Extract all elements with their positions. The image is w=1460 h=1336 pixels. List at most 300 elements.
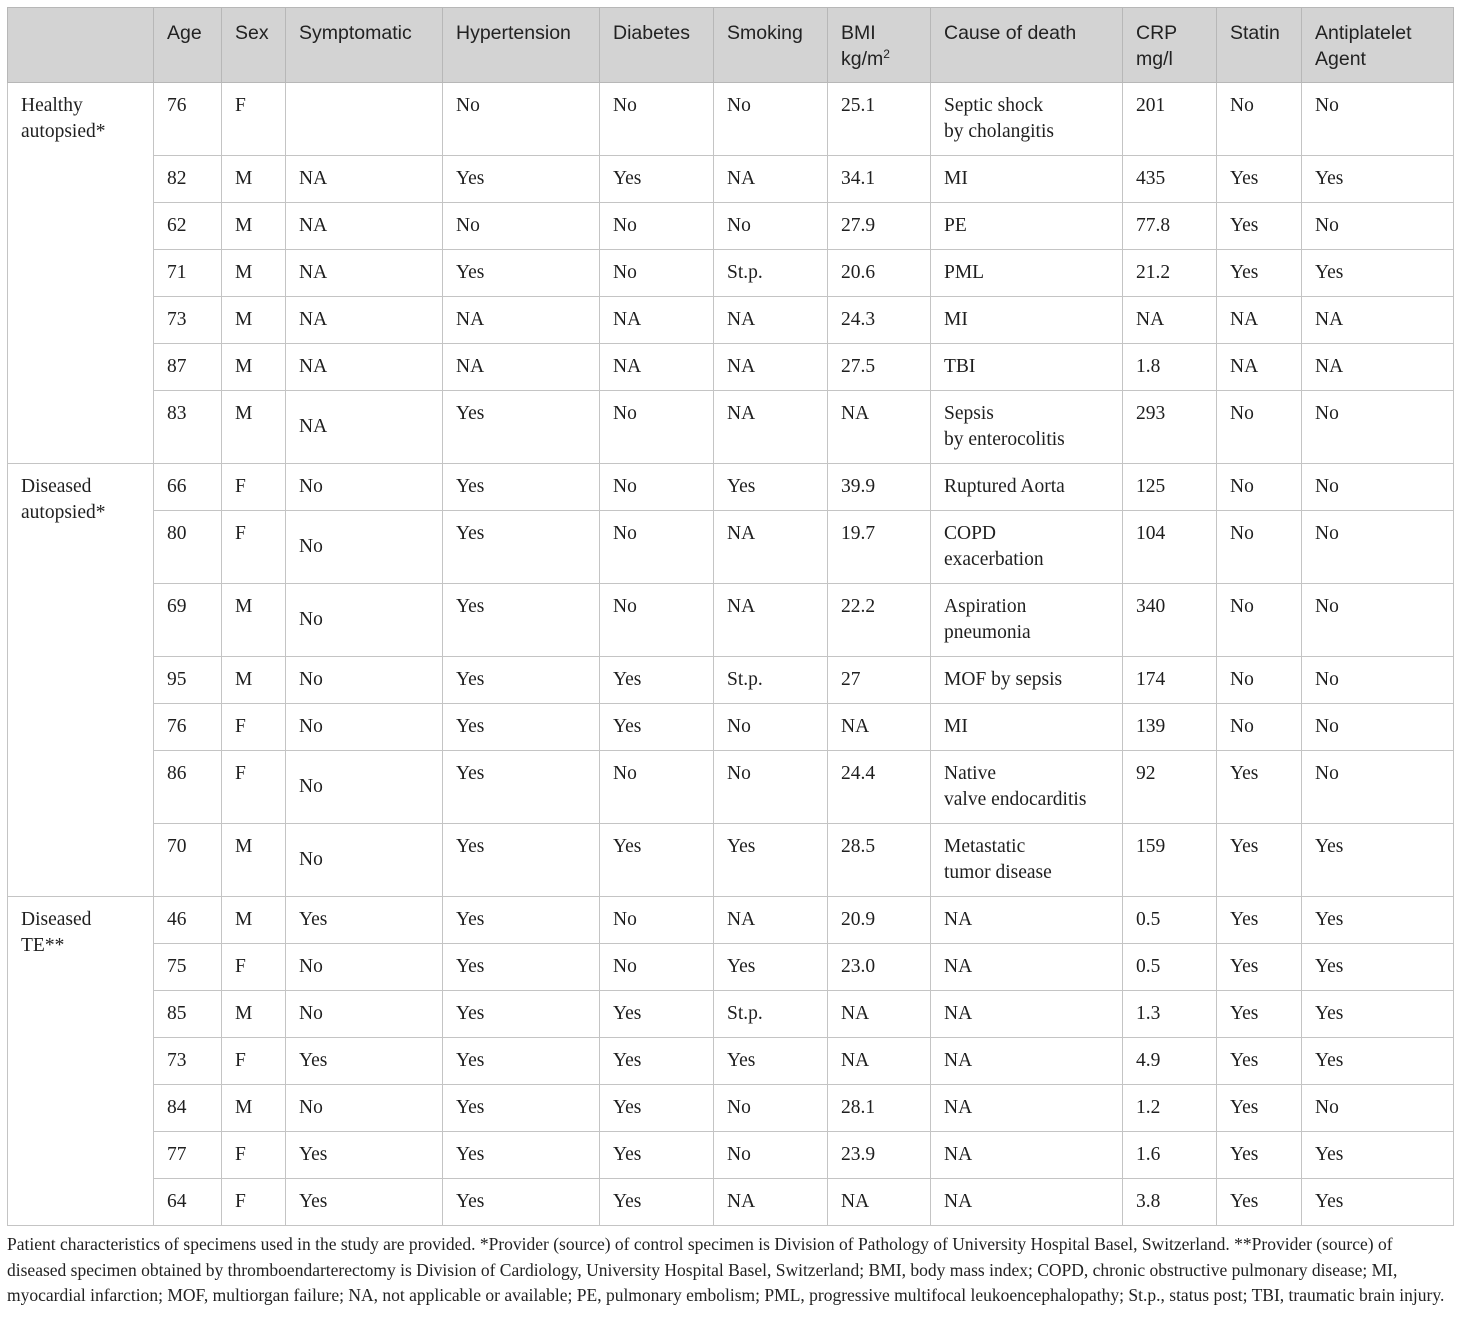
cell-smoking: NA: [714, 344, 828, 391]
cell-cause: [931, 1085, 1123, 1132]
cell-hypertension: Yes: [443, 897, 600, 944]
header-antiplatelet-line1: Antiplatelet: [1315, 22, 1412, 44]
cause-line: NA: [944, 1097, 973, 1118]
cause-line: Native: [944, 763, 996, 784]
cell-age: 77: [154, 1132, 222, 1179]
cell-crp: 3.8: [1123, 1179, 1217, 1226]
cell-symptomatic: NA: [286, 156, 443, 203]
cell-symptomatic: [286, 83, 443, 156]
header-bmi: [828, 8, 931, 83]
cell-statin: No: [1217, 511, 1302, 584]
cell-symptomatic: No: [286, 464, 443, 511]
cell-bmi: 23.0: [828, 944, 931, 991]
cell-symptomatic: NA: [286, 391, 443, 464]
cell-bmi: 27: [828, 657, 931, 704]
cell-symptomatic: No: [286, 657, 443, 704]
table-row: [8, 751, 1454, 824]
table-row: [8, 344, 1454, 391]
cell-age: 84: [154, 1085, 222, 1132]
cell-symptomatic: No: [286, 1085, 443, 1132]
cell-cause: [931, 511, 1123, 584]
cell-bmi: 20.9: [828, 897, 931, 944]
cell-antiplatelet: No: [1302, 584, 1454, 657]
cell-statin: Yes: [1217, 203, 1302, 250]
cell-crp: 1.8: [1123, 344, 1217, 391]
cell-smoking: NA: [714, 897, 828, 944]
cell-sex: M: [222, 344, 286, 391]
cause-line: PML: [944, 262, 985, 283]
table-row: [8, 704, 1454, 751]
cell-bmi: 20.6: [828, 250, 931, 297]
cause-line: Ruptured Aorta: [944, 476, 1065, 497]
cell-diabetes: No: [600, 751, 714, 824]
cell-statin: Yes: [1217, 250, 1302, 297]
cell-symptomatic: Yes: [286, 897, 443, 944]
cell-cause: [931, 991, 1123, 1038]
header-bmi-line2: kg/m: [841, 48, 884, 70]
table-row: [8, 203, 1454, 250]
cause-line: NA: [944, 956, 973, 977]
cell-diabetes: No: [600, 944, 714, 991]
cell-age: 83: [154, 391, 222, 464]
cell-age: 86: [154, 751, 222, 824]
cell-statin: Yes: [1217, 1085, 1302, 1132]
cell-smoking: No: [714, 1132, 828, 1179]
cell-antiplatelet: Yes: [1302, 1038, 1454, 1085]
cell-bmi: NA: [828, 1038, 931, 1085]
cell-sex: M: [222, 991, 286, 1038]
cell-hypertension: Yes: [443, 464, 600, 511]
cell-smoking: No: [714, 1085, 828, 1132]
cell-bmi: 23.9: [828, 1132, 931, 1179]
table-row: [8, 391, 1454, 464]
cell-smoking: Yes: [714, 1038, 828, 1085]
cell-antiplatelet: NA: [1302, 344, 1454, 391]
table-row: [8, 897, 1454, 944]
cell-statin: Yes: [1217, 824, 1302, 897]
table-row: [8, 83, 1454, 156]
cell-statin: Yes: [1217, 751, 1302, 824]
cell-crp: 201: [1123, 83, 1217, 156]
cell-smoking: No: [714, 751, 828, 824]
table-row: [8, 1179, 1454, 1226]
cell-antiplatelet: No: [1302, 751, 1454, 824]
cause-line: MI: [944, 716, 968, 737]
cell-hypertension: No: [443, 203, 600, 250]
header-bmi-sup: 2: [883, 47, 890, 61]
cell-age: 75: [154, 944, 222, 991]
cell-diabetes: No: [600, 391, 714, 464]
cell-statin: No: [1217, 657, 1302, 704]
cell-sex: F: [222, 1132, 286, 1179]
cell-antiplatelet: Yes: [1302, 250, 1454, 297]
cell-sex: F: [222, 464, 286, 511]
cell-crp: 104: [1123, 511, 1217, 584]
cell-smoking: NA: [714, 511, 828, 584]
patient-characteristics-table: [7, 7, 1454, 1226]
cause-line: Metastatic: [944, 836, 1026, 857]
cell-age: 76: [154, 83, 222, 156]
cell-bmi: 22.2: [828, 584, 931, 657]
cell-antiplatelet: Yes: [1302, 1179, 1454, 1226]
cause-line: Sepsis: [944, 403, 994, 424]
cause-line: MI: [944, 168, 968, 189]
cause-line: valve endocarditis: [944, 789, 1087, 810]
cell-smoking: No: [714, 704, 828, 751]
cell-hypertension: Yes: [443, 751, 600, 824]
cell-age: 80: [154, 511, 222, 584]
cause-line: NA: [944, 1191, 973, 1212]
cell-antiplatelet: No: [1302, 391, 1454, 464]
table-footnote: Patient characteristics of specimens used in the study are provided. *Provider (source) of control specimen is Division of Pathology of University Hospital Basel, Switzerland. **Provider (source) of diseased specimen obtained by thromboendarterectomy is Division of Cardiology, University Hospital Basel, Switzerland; BMI, body mass index; COPD, chronic obstructive pulmonary disease; MI, myocardial infarction; MOF, multiorgan failure; NA, not applicable or available; PE, pulmonary embolism; PML, progressive multifocal leukoencephalopathy; St.p., status post; TBI, traumatic brain injury.: [7, 1234, 1445, 1305]
cell-hypertension: Yes: [443, 944, 600, 991]
cell-diabetes: No: [600, 584, 714, 657]
cell-bmi: 27.5: [828, 344, 931, 391]
cell-symptomatic: No: [286, 511, 443, 584]
cell-cause: [931, 83, 1123, 156]
cell-hypertension: NA: [443, 344, 600, 391]
cell-age: 46: [154, 897, 222, 944]
cause-line: by cholangitis: [944, 121, 1054, 142]
cell-cause: [931, 584, 1123, 657]
group-label-line2: autopsied*: [21, 502, 106, 523]
cell-bmi: 34.1: [828, 156, 931, 203]
cell-smoking: Yes: [714, 944, 828, 991]
cause-line: by enterocolitis: [944, 429, 1065, 450]
cell-diabetes: NA: [600, 297, 714, 344]
patient-characteristics-table-container: [7, 7, 1453, 1226]
cell-crp: 1.3: [1123, 991, 1217, 1038]
header-crp: [1123, 8, 1217, 83]
cell-diabetes: Yes: [600, 1132, 714, 1179]
table-row: [8, 464, 1454, 511]
cell-hypertension: NA: [443, 297, 600, 344]
cell-antiplatelet: No: [1302, 464, 1454, 511]
cell-age: 82: [154, 156, 222, 203]
table-row: [8, 297, 1454, 344]
cell-smoking: NA: [714, 584, 828, 657]
header-statin: Statin: [1217, 8, 1302, 83]
cell-age: 66: [154, 464, 222, 511]
cell-hypertension: No: [443, 83, 600, 156]
cell-bmi: NA: [828, 991, 931, 1038]
header-antiplatelet-line2: Agent: [1315, 48, 1366, 70]
header-hypertension: Hypertension: [443, 8, 600, 83]
cell-diabetes: Yes: [600, 704, 714, 751]
header-symptomatic: Symptomatic: [286, 8, 443, 83]
cell-smoking: Yes: [714, 464, 828, 511]
cell-antiplatelet: Yes: [1302, 824, 1454, 897]
cell-symptomatic: Yes: [286, 1179, 443, 1226]
cell-cause: [931, 704, 1123, 751]
cell-diabetes: No: [600, 203, 714, 250]
cell-cause: [931, 344, 1123, 391]
cell-symptomatic: NA: [286, 203, 443, 250]
header-sex: Sex: [222, 8, 286, 83]
group-label-cell: [8, 464, 154, 897]
cell-age: 73: [154, 297, 222, 344]
cell-hypertension: Yes: [443, 584, 600, 657]
table-row: [8, 657, 1454, 704]
group-label-line2: TE**: [21, 935, 65, 956]
cause-line: tumor disease: [944, 862, 1052, 883]
cell-crp: 174: [1123, 657, 1217, 704]
cell-statin: Yes: [1217, 1038, 1302, 1085]
cell-crp: 139: [1123, 704, 1217, 751]
cell-diabetes: No: [600, 897, 714, 944]
cell-bmi: 25.1: [828, 83, 931, 156]
cell-hypertension: Yes: [443, 391, 600, 464]
cell-smoking: St.p.: [714, 250, 828, 297]
cell-cause: [931, 1179, 1123, 1226]
cell-statin: Yes: [1217, 991, 1302, 1038]
cause-line: NA: [944, 909, 973, 930]
cell-statin: Yes: [1217, 1179, 1302, 1226]
cell-antiplatelet: No: [1302, 83, 1454, 156]
cell-diabetes: No: [600, 464, 714, 511]
cell-crp: 4.9: [1123, 1038, 1217, 1085]
cell-bmi: 39.9: [828, 464, 931, 511]
cell-symptomatic: No: [286, 824, 443, 897]
cell-age: 85: [154, 991, 222, 1038]
cell-antiplatelet: No: [1302, 657, 1454, 704]
cell-hypertension: Yes: [443, 824, 600, 897]
table-row: [8, 1038, 1454, 1085]
cell-smoking: No: [714, 83, 828, 156]
cell-sex: M: [222, 250, 286, 297]
cell-crp: 0.5: [1123, 897, 1217, 944]
cell-smoking: St.p.: [714, 991, 828, 1038]
cell-cause: [931, 203, 1123, 250]
cell-sex: F: [222, 751, 286, 824]
cell-cause: [931, 897, 1123, 944]
cell-hypertension: Yes: [443, 511, 600, 584]
cell-cause: [931, 250, 1123, 297]
group-label-line1: Diseased: [21, 909, 92, 930]
cell-diabetes: NA: [600, 344, 714, 391]
cause-line: PE: [944, 215, 967, 236]
cell-crp: 92: [1123, 751, 1217, 824]
cell-smoking: St.p.: [714, 657, 828, 704]
cell-antiplatelet: NA: [1302, 297, 1454, 344]
cell-cause: [931, 1132, 1123, 1179]
cell-diabetes: Yes: [600, 657, 714, 704]
cell-sex: M: [222, 203, 286, 250]
cause-line: COPD: [944, 523, 997, 544]
cell-statin: No: [1217, 83, 1302, 156]
cell-cause: [931, 464, 1123, 511]
cell-sex: M: [222, 1085, 286, 1132]
cell-statin: Yes: [1217, 944, 1302, 991]
cell-bmi: NA: [828, 1179, 931, 1226]
cell-age: 62: [154, 203, 222, 250]
cause-line: MI: [944, 309, 968, 330]
cell-cause: [931, 1038, 1123, 1085]
cell-age: 70: [154, 824, 222, 897]
cell-diabetes: Yes: [600, 824, 714, 897]
cell-diabetes: Yes: [600, 1179, 714, 1226]
cell-antiplatelet: Yes: [1302, 991, 1454, 1038]
cell-smoking: Yes: [714, 824, 828, 897]
header-crp-line1: CRP: [1136, 22, 1178, 44]
cell-smoking: NA: [714, 1179, 828, 1226]
cell-statin: Yes: [1217, 156, 1302, 203]
cell-sex: F: [222, 704, 286, 751]
cell-bmi: NA: [828, 391, 931, 464]
header-group: [8, 8, 154, 83]
cell-hypertension: Yes: [443, 657, 600, 704]
cell-hypertension: Yes: [443, 1038, 600, 1085]
header-cause: Cause of death: [931, 8, 1123, 83]
cell-symptomatic: Yes: [286, 1038, 443, 1085]
cell-age: 64: [154, 1179, 222, 1226]
cell-smoking: NA: [714, 156, 828, 203]
table-row: [8, 824, 1454, 897]
table-row: [8, 584, 1454, 657]
cell-smoking: NA: [714, 391, 828, 464]
cell-symptomatic: No: [286, 991, 443, 1038]
table-row: [8, 511, 1454, 584]
cell-crp: 125: [1123, 464, 1217, 511]
cell-antiplatelet: Yes: [1302, 897, 1454, 944]
cell-crp: 0.5: [1123, 944, 1217, 991]
header-bmi-line1: BMI: [841, 22, 876, 44]
cell-crp: 1.6: [1123, 1132, 1217, 1179]
cell-bmi: 28.1: [828, 1085, 931, 1132]
cell-symptomatic: NA: [286, 250, 443, 297]
table-header-row: [8, 8, 1454, 83]
cell-sex: M: [222, 897, 286, 944]
cell-crp: 1.2: [1123, 1085, 1217, 1132]
cell-hypertension: Yes: [443, 1179, 600, 1226]
cell-diabetes: No: [600, 83, 714, 156]
cell-statin: No: [1217, 391, 1302, 464]
cell-sex: M: [222, 391, 286, 464]
group-label-line1: Diseased: [21, 476, 92, 497]
table-row: [8, 991, 1454, 1038]
cause-line: NA: [944, 1050, 973, 1071]
cell-antiplatelet: Yes: [1302, 156, 1454, 203]
cell-hypertension: Yes: [443, 156, 600, 203]
cell-bmi: 24.4: [828, 751, 931, 824]
cell-diabetes: Yes: [600, 1085, 714, 1132]
cell-hypertension: Yes: [443, 250, 600, 297]
cause-line: pneumonia: [944, 622, 1031, 643]
header-crp-line2: mg/l: [1136, 48, 1173, 70]
cell-symptomatic: NA: [286, 297, 443, 344]
cause-line: exacerbation: [944, 549, 1044, 570]
cell-age: 73: [154, 1038, 222, 1085]
header-age: Age: [154, 8, 222, 83]
cell-sex: F: [222, 1179, 286, 1226]
cell-sex: F: [222, 944, 286, 991]
cell-cause: [931, 751, 1123, 824]
cause-line: NA: [944, 1144, 973, 1165]
cell-statin: Yes: [1217, 897, 1302, 944]
cell-age: 76: [154, 704, 222, 751]
cell-symptomatic: No: [286, 584, 443, 657]
group-label-cell: [8, 83, 154, 464]
cell-smoking: NA: [714, 297, 828, 344]
cell-antiplatelet: No: [1302, 203, 1454, 250]
cell-hypertension: Yes: [443, 704, 600, 751]
cause-line: Septic shock: [944, 95, 1044, 116]
cell-sex: M: [222, 657, 286, 704]
cell-diabetes: No: [600, 250, 714, 297]
group-label-line1: Healthy: [21, 95, 83, 116]
cell-crp: 340: [1123, 584, 1217, 657]
cell-cause: [931, 156, 1123, 203]
cell-symptomatic: NA: [286, 344, 443, 391]
cell-crp: 21.2: [1123, 250, 1217, 297]
cell-symptomatic: No: [286, 944, 443, 991]
cell-statin: No: [1217, 584, 1302, 657]
cell-statin: No: [1217, 704, 1302, 751]
table-row: [8, 1085, 1454, 1132]
cell-diabetes: Yes: [600, 991, 714, 1038]
table-row: [8, 250, 1454, 297]
cause-line: Aspiration: [944, 596, 1027, 617]
cell-bmi: 27.9: [828, 203, 931, 250]
group-label-cell: [8, 897, 154, 1226]
cell-age: 95: [154, 657, 222, 704]
cell-sex: M: [222, 156, 286, 203]
cell-bmi: NA: [828, 704, 931, 751]
cell-sex: M: [222, 584, 286, 657]
cell-cause: [931, 657, 1123, 704]
cell-sex: M: [222, 824, 286, 897]
cell-crp: 159: [1123, 824, 1217, 897]
group-label-line2: autopsied*: [21, 121, 106, 142]
cell-hypertension: Yes: [443, 991, 600, 1038]
cell-diabetes: Yes: [600, 1038, 714, 1085]
cell-symptomatic: No: [286, 751, 443, 824]
cell-crp: 77.8: [1123, 203, 1217, 250]
cell-bmi: 28.5: [828, 824, 931, 897]
cell-symptomatic: Yes: [286, 1132, 443, 1179]
cell-cause: [931, 824, 1123, 897]
cell-antiplatelet: No: [1302, 704, 1454, 751]
cell-crp: NA: [1123, 297, 1217, 344]
header-diabetes: Diabetes: [600, 8, 714, 83]
cell-sex: M: [222, 297, 286, 344]
cell-diabetes: Yes: [600, 156, 714, 203]
cell-statin: NA: [1217, 344, 1302, 391]
cell-statin: Yes: [1217, 1132, 1302, 1179]
cell-antiplatelet: Yes: [1302, 1132, 1454, 1179]
cell-cause: [931, 944, 1123, 991]
cell-antiplatelet: Yes: [1302, 944, 1454, 991]
cell-symptomatic: No: [286, 704, 443, 751]
table-body: [8, 83, 1454, 1226]
cell-statin: No: [1217, 464, 1302, 511]
cell-crp: 293: [1123, 391, 1217, 464]
cell-statin: NA: [1217, 297, 1302, 344]
cell-crp: 435: [1123, 156, 1217, 203]
cell-age: 71: [154, 250, 222, 297]
cell-sex: F: [222, 1038, 286, 1085]
table-row: [8, 1132, 1454, 1179]
cell-sex: F: [222, 511, 286, 584]
table-row: [8, 944, 1454, 991]
cell-age: 69: [154, 584, 222, 657]
cause-line: MOF by sepsis: [944, 669, 1063, 690]
cell-antiplatelet: No: [1302, 1085, 1454, 1132]
cell-bmi: 19.7: [828, 511, 931, 584]
cause-line: NA: [944, 1003, 973, 1024]
cause-line: TBI: [944, 356, 976, 377]
cell-hypertension: Yes: [443, 1085, 600, 1132]
